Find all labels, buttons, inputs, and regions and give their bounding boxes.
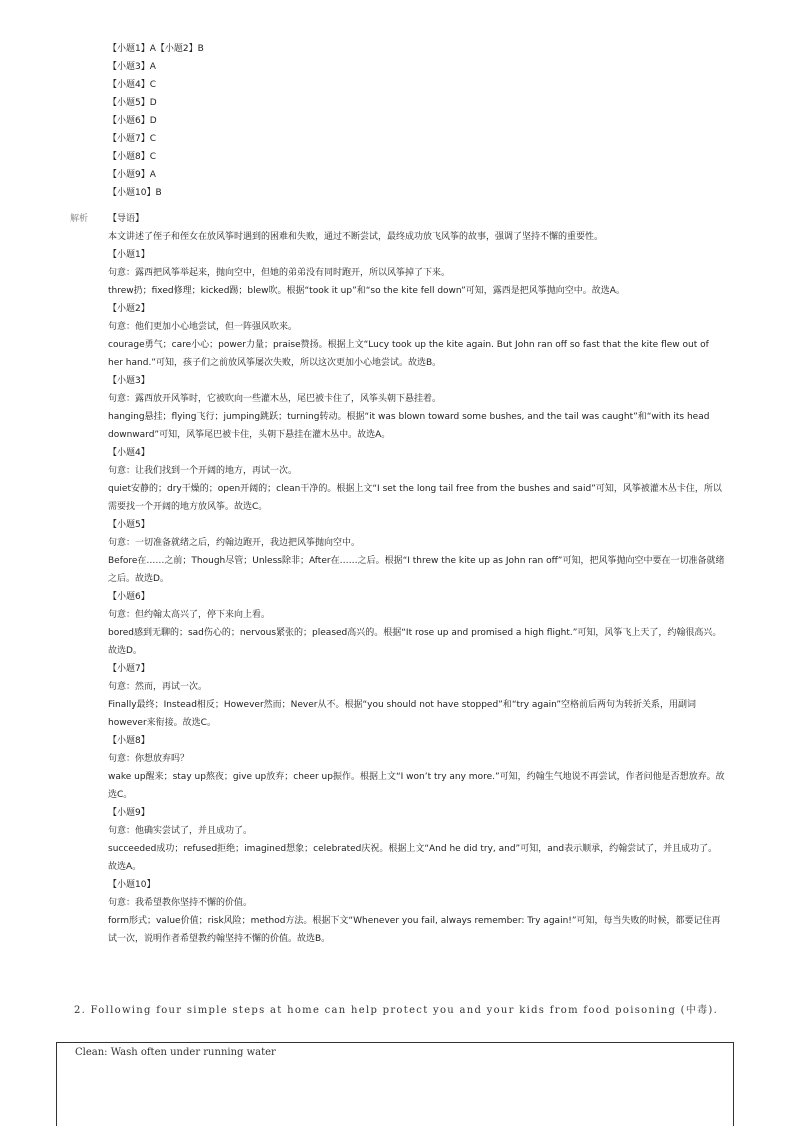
- analysis-paragraph: 句意：然而，再试一次。: [108, 682, 208, 692]
- analysis-heading: 【小题4】: [108, 448, 150, 458]
- analysis-paragraph: 句意：我希望教你坚持不懈的价值。: [108, 898, 253, 908]
- analysis-paragraph: bored感到无聊的；sad伤心的；nervous紧张的；pleased高兴的。根据“It rose up and promised a high flight.”可知，风筝飞上天了，约翰很高兴。故选D。: [108, 628, 722, 656]
- analysis-paragraph: hanging悬挂；flying飞行；jumping跳跃；turning转动。根据“it was blown toward some bushes, and the tail was caught”和“with its head downward”可知，风筝尾巴被卡住，头朝下悬挂在灌木丛中。故选A。: [108, 412, 710, 440]
- analysis-paragraph: 句意：一切准备就绪之后，约翰边跑开，我边把风筝抛向空中。: [108, 538, 361, 548]
- analysis-label: 解析: [70, 214, 89, 224]
- analysis-heading: 【小题9】: [108, 808, 150, 818]
- analysis-paragraph: 本文讲述了侄子和侄女在放风筝时遇到的困难和失败，通过不断尝试，最终成功放飞风筝的故事，强调了坚持不懈的重要性。: [108, 232, 604, 242]
- analysis-paragraph: 句意：让我们找到一个开阔的地方，再试一次。: [108, 466, 298, 476]
- answer-line: 【小题1】A【小题2】B: [108, 44, 204, 54]
- analysis-heading: 【小题6】: [108, 592, 150, 602]
- analysis-heading: 【小题7】: [108, 664, 150, 674]
- answer-line: 【小题9】A: [108, 170, 156, 180]
- answer-line: 【小题8】C: [108, 152, 157, 162]
- analysis-paragraph: Finally最终；Instead相反；However然而；Never从不。根据“you should not have stopped”和“try again”空格前后两句为转折关系，用副词however来衔接。故选C。: [108, 700, 697, 728]
- analysis-paragraph: 句意：但约翰太高兴了，停下来向上看。: [108, 610, 271, 620]
- analysis-paragraph: courage勇气；care小心；power力量；praise赞扬。根据上文“Lucy took up the kite again. But John ran off so fast that the kite flew out of her hand.”可知，孩子们之前放风筝屡次失败，所以这次更加小心地尝试。故选B。: [108, 340, 709, 368]
- steps-box: [56, 1042, 734, 1126]
- analysis-paragraph: quiet安静的；dry干燥的；open开阔的；clean干净的。根据上文“I set the long tail free from the bushes and said”可知，风筝被灌木丛卡住，所以需要找一个开阔的地方放风筝。故选C。: [108, 484, 722, 512]
- analysis-paragraph: threw扔；fixed修理；kicked踢；blew吹。根据“took it up”和“so the kite fell down”可知，露西是把风筝抛向空中。故选A。: [108, 286, 625, 296]
- analysis-heading: 【小题5】: [108, 520, 150, 530]
- answer-line: 【小题4】C: [108, 80, 157, 90]
- answer-line: 【小题10】B: [108, 188, 162, 198]
- question-2-stem: [56, 1002, 736, 1019]
- answer-line: 【小题7】C: [108, 134, 157, 144]
- analysis-heading: 【小题1】: [108, 250, 150, 260]
- analysis-heading: 【小题2】: [108, 304, 150, 314]
- analysis-paragraph: 句意：他确实尝试了，并且成功了。: [108, 826, 253, 836]
- answer-list: [108, 40, 204, 202]
- analysis-heading: 【导语】: [108, 214, 145, 224]
- analysis-paragraph: 句意：露西放开风筝时，它被吹向一些灌木丛，尾巴被卡住了，风筝头朝下悬挂着。: [108, 394, 442, 404]
- steps-box-line: Clean: Wash often under running water: [75, 1047, 276, 1058]
- analysis-paragraph: form形式；value价值；risk风险；method方法。根据下文“Whenever you fail, always remember: Try again!”可知，每当失败的时候，都要记住再试一次，说明作者希望教约翰坚持不懈的价值。故选B。: [108, 916, 721, 944]
- question-2-text: 2. Following four simple steps at home can help protect you and your kids from food poisoning (中毒).: [74, 1005, 719, 1016]
- analysis-paragraph: 句意：露西把风筝举起来，抛向空中，但她的弟弟没有同时跑开，所以风筝掉了下来。: [108, 268, 451, 278]
- analysis-paragraph: Before在……之前；Though尽管；Unless除非；After在……之后。根据“I threw the kite up as John ran off”可知，把风筝抛向空中要在一切准备就绪之后。故选D。: [108, 556, 725, 584]
- analysis-heading: 【小题8】: [108, 736, 150, 746]
- analysis-paragraph: 句意：他们更加小心地尝试，但一阵强风吹来。: [108, 322, 298, 332]
- answer-line: 【小题6】D: [108, 116, 157, 126]
- answer-line: 【小题5】D: [108, 98, 157, 108]
- analysis-paragraph: wake up醒来；stay up熬夜；give up放弃；cheer up振作。根据上文“I won’t try any more.”可知，约翰生气地说不再尝试，作者问他是否想放弃。故选C。: [108, 772, 725, 800]
- answer-line: 【小题3】A: [108, 62, 156, 72]
- analysis-heading: 【小题3】: [108, 376, 150, 386]
- analysis-heading: 【小题10】: [108, 880, 156, 890]
- analysis-paragraph: succeeded成功；refused拒绝；imagined想象；celebrated庆祝。根据上文“And he did try, and”可知，and表示顺承，约翰尝试了，并且成功了。故选A。: [108, 844, 718, 872]
- analysis-paragraph: 句意：你想放弃吗？: [108, 754, 190, 764]
- analysis-section: [108, 210, 726, 948]
